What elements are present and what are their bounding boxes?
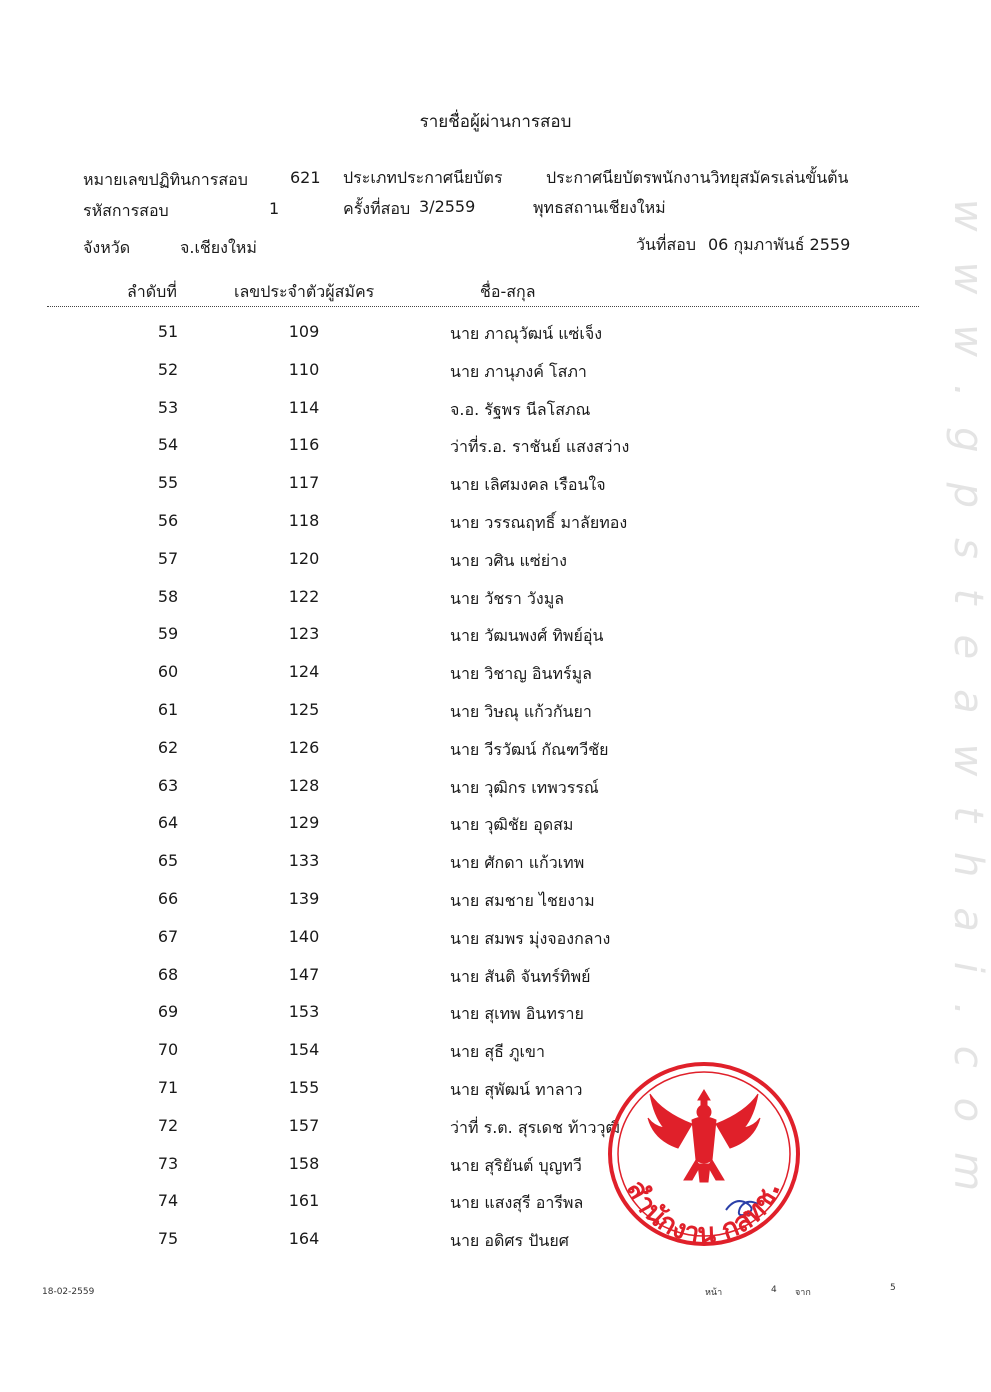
table-row xyxy=(0,889,991,925)
row-seq: 61 xyxy=(157,700,179,719)
row-name: นาย อดิศร ปันยศ xyxy=(450,1231,569,1251)
row-name: นาย วรรณฤทธิ์ มาลัยทอง xyxy=(450,513,628,532)
row-name: นาย วุฒิกร เทพวรรณ์ xyxy=(450,777,599,797)
table-row xyxy=(0,435,991,471)
row-name: นาย สมชาย ไชยงาม xyxy=(450,891,595,910)
row-seq: 58 xyxy=(157,586,179,606)
watermark-text: www.gpsteawthai.com xyxy=(945,198,991,1222)
table-row xyxy=(0,700,991,736)
row-applicant-id: 122 xyxy=(288,586,320,606)
table-row xyxy=(0,662,991,698)
row-name: นาย วีรวัฒน์ กัณฑวีชัย xyxy=(450,739,609,759)
row-seq: 72 xyxy=(157,1115,179,1135)
row-seq: 54 xyxy=(157,435,179,455)
watermark xyxy=(945,120,991,1300)
row-applicant-id: 154 xyxy=(288,1040,320,1060)
row-seq: 75 xyxy=(157,1229,179,1249)
venue: พุทธสถานเชียงใหม่ xyxy=(533,198,666,217)
row-applicant-id: 158 xyxy=(288,1153,320,1173)
row-name: นาย สันติ จันทร์ทิพย์ xyxy=(450,966,591,986)
of-label: จาก xyxy=(795,1288,811,1298)
official-stamp xyxy=(606,1060,802,1248)
row-name: นาย ภานุภงค์ โสภา xyxy=(450,361,587,381)
row-applicant-id: 139 xyxy=(288,889,320,908)
row-seq: 59 xyxy=(157,624,179,644)
row-seq: 53 xyxy=(157,397,179,417)
row-seq: 65 xyxy=(157,851,179,871)
row-seq: 71 xyxy=(157,1078,179,1097)
column-header-seq: ลำดับที่ xyxy=(127,282,177,301)
row-seq: 74 xyxy=(157,1191,179,1211)
print-date: 18-02-2559 xyxy=(42,1287,95,1297)
table-row xyxy=(0,322,991,358)
row-name: ว่าที่ ร.ต. สุรเดช ท้าววุฒิ xyxy=(450,1117,620,1137)
row-name: นาย แสงสุรี อารีพล xyxy=(450,1193,584,1213)
row-applicant-id: 125 xyxy=(288,700,320,719)
total-pages: 5 xyxy=(890,1283,896,1293)
table-row xyxy=(0,738,991,774)
exam-date-value: 06 กุมภาพันธ์ 2559 xyxy=(708,235,851,254)
row-applicant-id: 117 xyxy=(288,473,320,493)
exam-code-value: 1 xyxy=(269,199,280,218)
row-applicant-id: 120 xyxy=(288,548,320,568)
column-header-applicant-id: เลขประจำตัวผู้สมัคร xyxy=(234,282,375,301)
row-seq: 67 xyxy=(157,926,179,946)
row-seq: 69 xyxy=(157,1002,179,1022)
table-row xyxy=(0,1116,991,1152)
row-name: นาย ศักดา แก้วเทพ xyxy=(450,853,585,873)
header-divider xyxy=(47,306,919,307)
row-name: ว่าที่ร.อ. ราชันย์ แสงสว่าง xyxy=(450,437,630,457)
table-row xyxy=(0,473,991,509)
row-name: นาย สุพัฒน์ ทาลาว xyxy=(450,1080,583,1099)
schedule-value: 621 xyxy=(290,168,321,187)
table-row xyxy=(0,624,991,660)
row-seq: 64 xyxy=(157,813,179,833)
table-row xyxy=(0,1078,991,1114)
table-row xyxy=(0,587,991,623)
row-name: นาย สุธี ภูเขา xyxy=(450,1042,545,1062)
table-row xyxy=(0,927,991,963)
table-row xyxy=(0,511,991,547)
row-applicant-id: 153 xyxy=(288,1002,320,1022)
province-value: จ.เชียงใหม่ xyxy=(180,238,257,257)
table-row xyxy=(0,1191,991,1227)
row-applicant-id: 161 xyxy=(288,1191,320,1211)
row-seq: 73 xyxy=(157,1153,179,1173)
row-name: นาย เลิศมงคล เรือนใจ xyxy=(450,475,606,495)
row-seq: 55 xyxy=(157,473,179,493)
row-seq: 70 xyxy=(157,1040,179,1060)
row-applicant-id: 110 xyxy=(288,359,320,379)
table-row xyxy=(0,549,991,585)
row-applicant-id: 118 xyxy=(288,511,320,530)
row-name: นาย วัฒนพงศ์ ทิพย์อุ่น xyxy=(450,626,604,646)
row-applicant-id: 157 xyxy=(288,1115,320,1135)
province-label: จังหวัด xyxy=(83,238,131,257)
table-row xyxy=(0,1040,991,1076)
row-name: นาย วศิน แซ่ย่าง xyxy=(450,550,567,570)
page-number: 4 xyxy=(771,1285,777,1295)
row-applicant-id: 128 xyxy=(288,775,320,795)
row-seq: 66 xyxy=(157,889,179,908)
exam-date-label: วันที่สอบ xyxy=(636,235,696,254)
row-applicant-id: 114 xyxy=(288,397,320,417)
row-seq: 56 xyxy=(157,511,179,530)
table-row xyxy=(0,813,991,849)
row-seq: 60 xyxy=(157,662,179,682)
row-name: จ.อ. รัฐพร นีลโสภณ xyxy=(450,399,591,419)
row-seq: 51 xyxy=(157,322,179,341)
table-row xyxy=(0,360,991,396)
table-row xyxy=(0,776,991,812)
cert-type-value: ประกาศนียบัตรพนักงานวิทยุสมัครเล่นขั้นต้น xyxy=(546,168,849,187)
row-name: นาย ภาณุวัฒน์ แซ่เจ็ง xyxy=(450,324,603,343)
table-row xyxy=(0,965,991,1001)
row-applicant-id: 133 xyxy=(288,851,320,871)
row-name: นาย สมพร มุ่งจองกลาง xyxy=(450,928,611,948)
row-applicant-id: 123 xyxy=(288,624,320,644)
row-applicant-id: 147 xyxy=(288,964,320,984)
row-applicant-id: 109 xyxy=(288,322,320,341)
row-seq: 52 xyxy=(157,359,179,379)
row-seq: 63 xyxy=(157,775,179,795)
row-seq: 57 xyxy=(157,548,179,568)
row-name: นาย สุริยันต์ บุญทวี xyxy=(450,1155,582,1175)
svg-text:สำนักงาน กสทช. xyxy=(620,1175,787,1248)
table-row xyxy=(0,398,991,434)
row-name: นาย วุฒิชัย อุดสม xyxy=(450,815,574,835)
document-title: รายชื่อผู้ผ่านการสอบ xyxy=(419,112,572,132)
column-header-name: ชื่อ-สกุล xyxy=(480,282,536,301)
row-applicant-id: 164 xyxy=(288,1229,320,1249)
row-applicant-id: 126 xyxy=(288,737,320,757)
table-row xyxy=(0,1154,991,1190)
row-applicant-id: 140 xyxy=(288,926,320,946)
row-name: นาย สุเทพ อินทราย xyxy=(450,1004,584,1024)
row-name: นาย วิชาญ อินทร์มูล xyxy=(450,664,592,684)
table-row xyxy=(0,1229,991,1265)
page-label: หน้า xyxy=(705,1288,723,1298)
row-name: นาย วิษณุ แก้วกันยา xyxy=(450,702,592,721)
schedule-label: หมายเลขปฏิทินการสอบ xyxy=(83,170,248,189)
session-label: ครั้งที่สอบ xyxy=(343,199,411,218)
row-applicant-id: 129 xyxy=(288,813,320,833)
row-seq: 68 xyxy=(157,964,179,984)
row-applicant-id: 116 xyxy=(288,435,320,455)
row-applicant-id: 155 xyxy=(288,1078,320,1097)
row-seq: 62 xyxy=(157,737,179,757)
table-row xyxy=(0,1002,991,1038)
cert-type-label: ประเภทประกาศนียบัตร xyxy=(343,168,503,187)
session-value: 3/2559 xyxy=(419,197,476,216)
row-applicant-id: 124 xyxy=(288,662,320,682)
exam-code-label: รหัสการสอบ xyxy=(83,201,169,220)
stamp-text: สำนักงาน กสทช. xyxy=(620,1175,787,1248)
row-name: นาย วัชรา วังมูล xyxy=(450,588,565,608)
garuda-emblem-icon xyxy=(648,1090,760,1182)
table-row xyxy=(0,851,991,887)
